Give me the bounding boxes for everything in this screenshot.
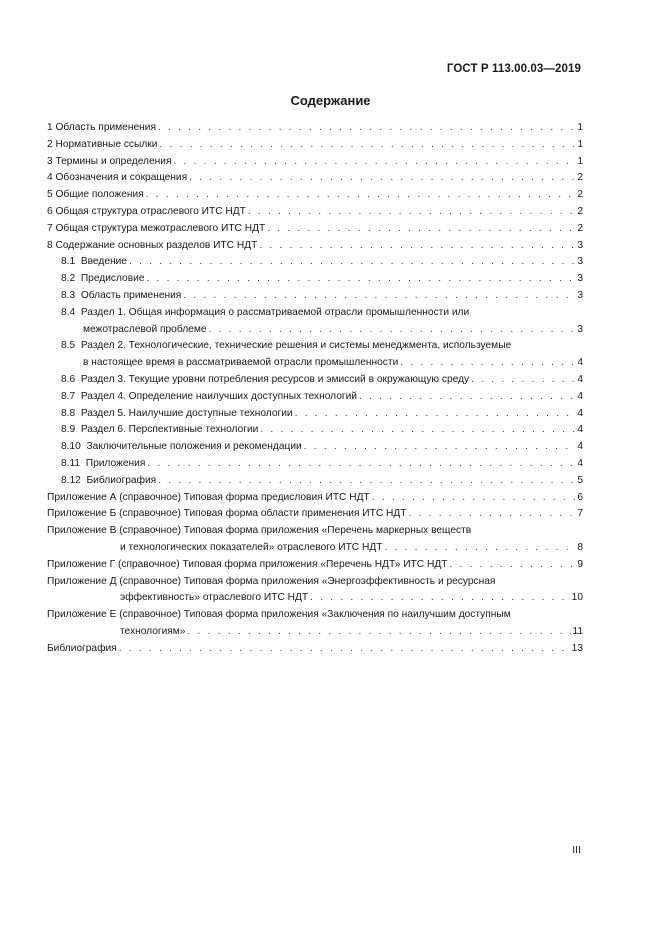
document-code: ГОСТ Р 113.00.03—2019 (446, 63, 581, 75)
toc-subentry[interactable]: 8.1 Введение . . . 3 (47, 254, 583, 271)
toc-appendix[interactable]: Приложение Д (справочное) Типовая форма приложения «Энергоэффективность и ресурсная эффективность» отраслевого ИТС НДТ . . . 10 (47, 574, 583, 608)
toc-subentry[interactable]: 8.5 Раздел 2. Технологические, технические решения и системы менеджмента, используемые в настоящее время в рассматриваемой отрасли промышленности . . . 4 (47, 338, 583, 372)
toc-entry[interactable]: 6 Общая структура отраслевого ИТС НДТ . . . 2 (47, 204, 583, 221)
toc-entry[interactable]: 5 Общие положения . . . 2 (47, 187, 583, 204)
toc-subentry[interactable]: 8.12 Библиография . . . 5 (47, 473, 583, 490)
toc-entry[interactable]: 4 Обозначения и сокращения . . . 2 (47, 170, 583, 187)
toc-entry[interactable]: 7 Общая структура межотраслевого ИТС НДТ . . . 2 (47, 221, 583, 238)
toc-appendix[interactable]: Приложение Г (справочное) Типовая форма приложения «Перечень НДТ» ИТС НДТ . . . 9 (47, 557, 583, 574)
toc-entry[interactable]: 1 Область применения . . . 1 (47, 120, 583, 137)
toc-entry[interactable]: 2 Нормативные ссылки . . . 1 (47, 137, 583, 154)
toc-entry[interactable]: 8 Содержание основных разделов ИТС НДТ . . . 3 (47, 238, 583, 255)
toc-subentry[interactable]: 8.2 Предисловие . . . 3 (47, 271, 583, 288)
toc-subentry[interactable]: 8.6 Раздел 3. Текущие уровни потребления ресурсов и эмиссий в окружающую среду . . . 4 (47, 372, 583, 389)
toc-subentry[interactable]: 8.4 Раздел 1. Общая информация о рассматриваемой отрасли промышленности или межотраслевой проблеме . . . 3 (47, 305, 583, 339)
page-number: III (572, 844, 581, 856)
toc-appendix[interactable]: Приложение Е (справочное) Типовая форма приложения «Заключения по наилучшим доступным технологиям» . . . 11 (47, 607, 583, 641)
toc-subentry[interactable]: 8.10 Заключительные положения и рекомендации . . . 4 (47, 439, 583, 456)
toc-subentry[interactable]: 8.7 Раздел 4. Определение наилучших доступных технологий . . . 4 (47, 389, 583, 406)
toc-subentry[interactable]: 8.8 Раздел 5. Наилучшие доступные технологии . . . 4 (47, 406, 583, 423)
toc-subentry[interactable]: 8.9 Раздел 6. Перспективные технологии . . . 4 (47, 422, 583, 439)
toc-title: Содержание (290, 93, 371, 108)
toc-bibliography[interactable]: Библиография . . . 13 (47, 641, 583, 658)
toc-appendix[interactable]: Приложение Б (справочное) Типовая форма области применения ИТС НДТ . . . 7 (47, 506, 583, 523)
toc-subentry[interactable]: 8.11 Приложения . . . 4 (47, 456, 583, 473)
toc-appendix[interactable]: Приложение А (справочное) Типовая форма предисловия ИТС НДТ . . . 6 (47, 490, 583, 507)
toc-appendix[interactable]: Приложение В (справочное) Типовая форма приложения «Перечень маркерных веществ и технологических показателей» отраслевого ИТС НДТ . . . 8 (47, 523, 583, 557)
toc-subentry[interactable]: 8.3 Область применения . . . 3 (47, 288, 583, 305)
table-of-contents (47, 120, 583, 658)
toc-entry[interactable]: 3 Термины и определения . . . 1 (47, 154, 583, 171)
